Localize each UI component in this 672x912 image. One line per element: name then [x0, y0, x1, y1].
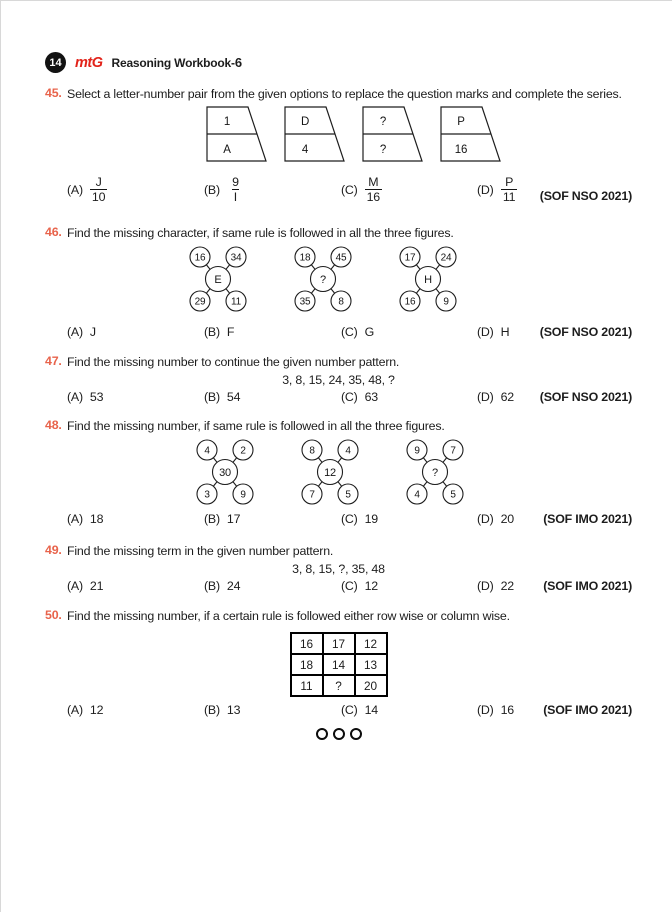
option-label: (D) — [477, 578, 494, 593]
option-label: (A) — [67, 182, 83, 197]
node-top-right: 45 — [335, 252, 347, 264]
option-value: 12 — [89, 703, 104, 717]
node-top-right: 7 — [450, 445, 456, 457]
cell-top: ? — [379, 115, 387, 128]
fraction-denominator: I — [233, 190, 238, 204]
node-top-left: 17 — [404, 252, 416, 264]
cell-top: P — [457, 115, 465, 128]
option-value: 18 — [89, 512, 104, 526]
source-tag: (SOF NSO 2021) — [539, 325, 632, 339]
grid-row — [291, 654, 387, 675]
trapezoid-figure — [284, 106, 346, 163]
question-number: 45. — [45, 86, 62, 100]
question-number: 49. — [45, 543, 62, 557]
node-center: ? — [432, 467, 438, 479]
option-d — [477, 703, 514, 717]
node-bottom-right: 5 — [345, 489, 351, 501]
cell-top: 1 — [223, 115, 231, 128]
option-a — [67, 579, 204, 593]
section-end-circle-icon — [316, 728, 328, 740]
book-title — [112, 55, 242, 70]
option-label: (B) — [204, 389, 220, 404]
option-value: 20 — [500, 512, 514, 526]
grid-cell: ? — [323, 675, 355, 696]
option-label: (C) — [341, 703, 358, 717]
grid-cell: 11 — [291, 675, 323, 696]
page-header — [45, 52, 632, 73]
option-value: H — [500, 325, 510, 339]
fraction-numerator: M — [368, 175, 379, 189]
question-number: 50. — [45, 607, 62, 622]
node-bottom-left: 29 — [194, 296, 206, 308]
option-a — [67, 325, 204, 339]
node-bottom-right: 9 — [240, 489, 246, 501]
section-end-circle-icon — [350, 728, 362, 740]
options-row — [45, 390, 632, 404]
option-label: (D) — [477, 389, 494, 404]
grid-row — [291, 675, 387, 696]
cell-top: D — [300, 115, 310, 128]
option-c — [341, 703, 477, 717]
option-label: (D) — [477, 325, 494, 339]
node-center: E — [214, 274, 222, 286]
option-value: 21 — [89, 578, 104, 593]
question-text: Find the missing number, if a certain rule is followed either row wise or column wise. — [67, 608, 510, 623]
option-value: J — [89, 325, 96, 339]
node-bottom-right: 5 — [450, 489, 456, 501]
node-bottom-left: 3 — [204, 489, 210, 501]
grid-cell: 20 — [355, 675, 387, 696]
question-number: 48. — [45, 417, 62, 432]
option-d — [477, 325, 509, 339]
trapezoid-figure — [206, 106, 268, 163]
option-value: 12 — [364, 578, 378, 593]
option-label: (B) — [204, 182, 220, 197]
option-a — [67, 703, 204, 717]
node-bottom-left: 4 — [414, 489, 420, 501]
option-b — [204, 325, 341, 339]
fraction-denominator: 11 — [502, 190, 516, 204]
grid-cell: 16 — [291, 633, 323, 654]
cell-bottom: 16 — [454, 143, 468, 156]
option-value: 14 — [364, 703, 378, 717]
fraction-numerator: 9 — [232, 175, 239, 189]
spider-figure — [196, 439, 254, 505]
node-top-right: 24 — [440, 252, 452, 264]
option-label: (D) — [477, 703, 494, 717]
node-top-left: 18 — [299, 252, 311, 264]
node-top-right: 34 — [230, 252, 242, 264]
question-45 — [45, 86, 632, 208]
question-47 — [45, 354, 632, 404]
option-label: (B) — [204, 512, 220, 526]
book-title-text: Reasoning Workbook- — [111, 56, 235, 70]
option-b — [204, 703, 341, 717]
option-a — [67, 512, 204, 526]
question-text: Select a letter-number pair from the given options to replace the question marks and complete the series. — [67, 87, 622, 101]
node-center: H — [424, 274, 432, 286]
spider-figure — [294, 246, 352, 312]
node-center: 30 — [219, 467, 231, 479]
option-value: 24 — [226, 578, 241, 593]
spider-figure — [406, 439, 464, 505]
option-label: (C) — [341, 325, 358, 339]
option-d — [477, 579, 514, 593]
question-48 — [45, 418, 632, 527]
node-bottom-left: 16 — [404, 296, 416, 308]
option-label: (D) — [477, 512, 494, 526]
option-label: (A) — [67, 703, 83, 717]
fraction-numerator: J — [95, 175, 102, 189]
node-bottom-right: 11 — [231, 296, 241, 308]
node-bottom-right: 8 — [338, 296, 344, 308]
cell-bottom: 4 — [301, 143, 309, 156]
node-top-right: 4 — [345, 445, 351, 457]
option-label: (C) — [341, 512, 358, 526]
question-49 — [45, 543, 632, 593]
node-center: ? — [320, 274, 326, 286]
option-a — [67, 390, 204, 404]
fraction — [227, 175, 244, 204]
question-number: 47. — [45, 354, 62, 368]
question-text: Find the missing character, if same rule is followed in all the three figures. — [67, 225, 454, 240]
question-text: Find the missing number to continue the given number pattern. — [67, 355, 400, 369]
source-tag: (SOF IMO 2021) — [543, 703, 632, 717]
option-value: G — [364, 325, 375, 339]
option-c — [341, 512, 477, 526]
option-value: 17 — [226, 512, 241, 526]
option-label: (B) — [204, 325, 220, 339]
option-value: 22 — [500, 578, 514, 593]
option-label: (D) — [477, 182, 494, 197]
node-bottom-left: 35 — [299, 296, 311, 308]
trapezoid-figure — [440, 106, 502, 163]
section-end-marks — [45, 728, 632, 740]
option-d-and-source — [477, 390, 632, 404]
node-top-left: 4 — [204, 445, 210, 457]
grid-cell: 13 — [355, 654, 387, 675]
question-number: 46. — [45, 224, 62, 239]
option-d — [477, 390, 514, 404]
page-number-badge: 14 — [45, 52, 66, 73]
option-c — [341, 579, 477, 593]
option-value: 13 — [226, 703, 241, 717]
option-d-and-source — [477, 703, 632, 717]
mtg-logo: mtG — [75, 54, 103, 71]
option-label: (A) — [67, 512, 83, 526]
trapezoid-figure — [362, 106, 424, 163]
option-b — [204, 579, 341, 593]
option-label: (A) — [67, 389, 83, 404]
options-row — [45, 512, 632, 526]
option-value: 54 — [226, 389, 241, 404]
number-grid — [290, 632, 388, 697]
number-pattern: 3, 8, 15, ?, 35, 48 — [292, 561, 385, 576]
cell-bottom: A — [223, 143, 231, 156]
grid-cell: 14 — [323, 654, 355, 675]
number-pattern: 3, 8, 15, 24, 35, 48, ? — [282, 372, 395, 387]
option-value: F — [226, 325, 235, 339]
option-d-and-source — [477, 175, 632, 204]
fraction — [501, 175, 518, 204]
fraction-denominator: 10 — [91, 190, 106, 204]
option-a — [67, 175, 204, 204]
option-c — [341, 390, 477, 404]
option-value: 16 — [500, 703, 514, 717]
node-center: 12 — [324, 467, 336, 479]
fraction — [90, 175, 107, 204]
cell-bottom: ? — [379, 143, 387, 156]
option-b — [204, 175, 341, 204]
fraction-numerator: P — [505, 175, 514, 189]
option-label: (A) — [67, 578, 83, 593]
grid-cell: 18 — [291, 654, 323, 675]
spider-figure — [399, 246, 457, 312]
option-d-and-source — [477, 512, 632, 526]
option-c — [341, 175, 477, 204]
options-row — [45, 325, 632, 339]
question-text: Find the missing term in the given number pattern. — [67, 544, 334, 558]
node-bottom-left: 7 — [309, 489, 315, 501]
option-label: (B) — [204, 578, 220, 593]
grid-cell: 17 — [323, 633, 355, 654]
option-value: 19 — [364, 512, 378, 526]
grid-cell: 12 — [355, 633, 387, 654]
node-top-left: 8 — [309, 445, 315, 457]
spider-figure — [301, 439, 359, 505]
section-end-circle-icon — [333, 728, 345, 740]
source-tag: (SOF IMO 2021) — [543, 512, 632, 526]
option-label: (C) — [341, 389, 358, 404]
fraction — [365, 175, 382, 204]
option-d-and-source — [477, 579, 632, 593]
options-row — [45, 579, 632, 593]
option-value: 53 — [89, 389, 104, 404]
grid-row — [291, 633, 387, 654]
options-row — [45, 172, 632, 208]
source-tag: (SOF NSO 2021) — [539, 389, 632, 404]
option-b — [204, 390, 341, 404]
fraction-denominator: 16 — [366, 190, 380, 204]
option-label: (A) — [67, 325, 83, 339]
spider-figures — [189, 246, 632, 312]
option-value: 62 — [500, 389, 514, 404]
spider-figures — [196, 439, 632, 505]
node-top-left: 9 — [414, 445, 420, 457]
question-text: Find the missing number, if same rule is followed in all the three figures. — [67, 418, 445, 433]
source-tag: (SOF NSO 2021) — [539, 189, 632, 203]
source-tag: (SOF IMO 2021) — [543, 578, 632, 593]
option-label: (C) — [341, 578, 358, 593]
option-d-and-source — [477, 325, 632, 339]
option-b — [204, 512, 341, 526]
node-top-left: 16 — [194, 252, 206, 264]
question-46 — [45, 225, 632, 340]
option-c — [341, 325, 477, 339]
option-label: (B) — [204, 703, 220, 717]
options-row — [45, 703, 632, 717]
option-label: (C) — [341, 182, 358, 197]
book-title-number: 6 — [234, 55, 242, 70]
option-d — [477, 512, 514, 526]
spider-figure — [189, 246, 247, 312]
question-50 — [45, 608, 632, 718]
option-d — [477, 175, 518, 204]
node-bottom-right: 9 — [443, 296, 449, 308]
node-top-right: 2 — [240, 445, 246, 457]
series-figures — [206, 106, 632, 163]
option-value: 63 — [364, 389, 378, 404]
